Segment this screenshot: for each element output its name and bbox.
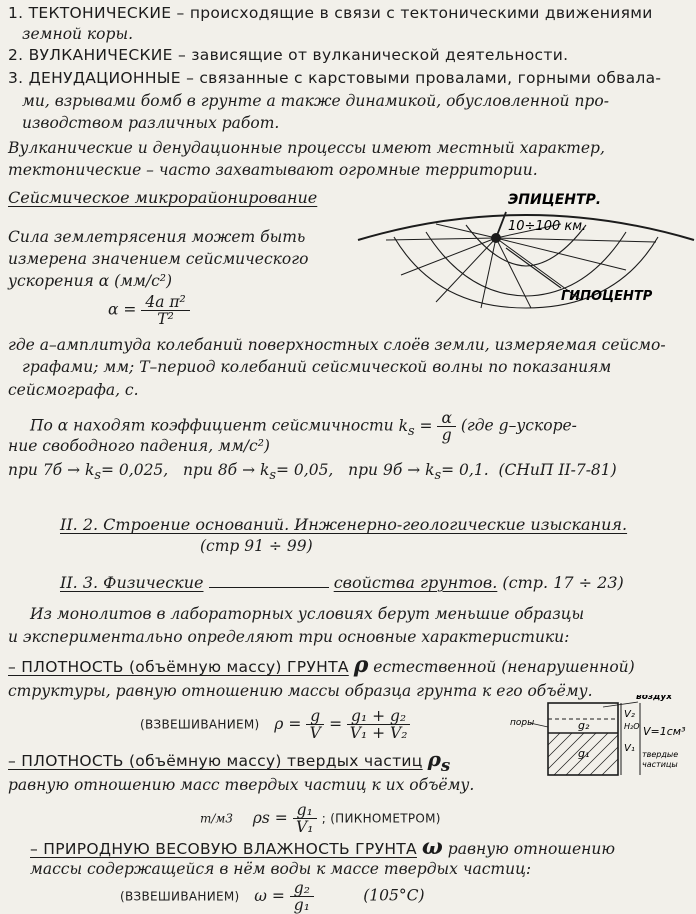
page-reference: (стр 91 ÷ 99) [200, 537, 313, 555]
rhos-lhs: ρs = [252, 808, 288, 827]
omega-fraction [290, 880, 314, 913]
section-heading: II. 2. Строение оснований. Инженерно-геологические изыскания. [60, 515, 628, 534]
hypocenter-label: ГИПОЦЕНТР [561, 289, 653, 304]
text-line: ние свободного падения, мм/с²) [8, 437, 270, 455]
ks-denominator: g [441, 426, 452, 444]
text-line: изводством различных работ. [22, 114, 280, 132]
alpha-numerator: 4a π² [141, 294, 189, 311]
sample-box [548, 703, 618, 775]
rhos-letter: ρ [427, 747, 441, 771]
text-line: где а–амплитуда колебаний поверхностных слоёв земли, измеряемая сейсмо- [8, 336, 666, 354]
solids-label-1: твердые [642, 750, 679, 759]
text-line: массы содержащейся в нём воды к массе твердых частиц: [30, 860, 532, 878]
pores-label: поры [510, 718, 535, 728]
density-note: естественной (ненарушенной) [373, 658, 635, 676]
omega-formula [254, 879, 319, 914]
air-label: воздух [636, 695, 673, 702]
text-line: равную отношению масс твердых частиц к их объёму. [8, 776, 475, 794]
heading-part: II. 3. Физические [60, 573, 204, 592]
g1-label: g₁ [578, 747, 590, 760]
rho-formula-line [140, 708, 410, 741]
text-line: 3. ДЕНУДАЦИОННЫЕ – связанные с карстовыми провалами, горными обвала- [8, 69, 662, 87]
rho-num-1: g [306, 708, 324, 725]
alpha-denominator: T² [157, 310, 174, 328]
moisture-title: – ПРИРОДНУЮ ВЕСОВУЮ ВЛАЖНОСТЬ ГРУНТА [30, 840, 417, 858]
alpha-formula [108, 294, 190, 327]
alpha-fraction [141, 294, 189, 327]
rhos-formula-line [200, 802, 441, 835]
text-line: 1. ТЕКТОНИЧЕСКИЕ – происходящие в связи с тектоническими движениями [8, 4, 653, 22]
rhos-formula [252, 801, 322, 836]
omega-den: g₁ [293, 896, 310, 914]
ks-value-8-label: при 8б → k [183, 461, 270, 479]
density-title: – ПЛОТНОСТЬ (объёмную массу) ГРУНТА [8, 658, 349, 676]
ks-formula: $k_s$ = $\frac{\alpha}{g}$ [399, 417, 461, 435]
rho-lhs: ρ = [274, 714, 302, 733]
omega-num: g₂ [290, 880, 314, 897]
ks-value-7: = 0,025, [101, 461, 169, 479]
ks-subscript: s [407, 423, 415, 439]
moisture-line [30, 834, 616, 860]
ks-intro: По α находят коэффициент сейсмичности [30, 416, 394, 435]
section-heading: Сейсмическое микрорайонирование [8, 188, 318, 207]
omega-formula-line [120, 880, 425, 913]
alpha-lhs: α = [108, 300, 137, 319]
solid-density-line [8, 747, 451, 775]
text-line: и экспериментально определяют три основные характеристики: [8, 628, 570, 646]
rhos-num: g₁ [293, 802, 317, 819]
temperature-note: (105°С) [363, 886, 425, 905]
rho-den-2: V₁ + V₂ [349, 724, 408, 742]
rhos-fraction [293, 802, 317, 835]
epicenter-label: ЭПИЦЕНТР. [508, 192, 602, 208]
depth-label: 10÷100 км. [508, 219, 587, 234]
rho-symbol: ρ [353, 652, 369, 678]
epicenter-diagram [356, 180, 696, 310]
method-label: (ВЗВЕШИВАНИЕМ) [140, 717, 260, 732]
g2-label: g₂ [578, 719, 590, 732]
text-line: тектонические – часто захватывают огромные территории. [8, 161, 538, 179]
section-heading [60, 574, 624, 592]
ks-fraction [437, 410, 455, 443]
text-line: земной коры. [22, 25, 133, 43]
ks-value-7-label: при 7б → k [8, 461, 95, 479]
ks-value-9-label: при 9б → k [348, 461, 435, 479]
ks-note: (где g–ускоре- [460, 416, 577, 435]
text-line: Сила землетрясения может быть [8, 228, 306, 246]
density-line [8, 652, 635, 678]
heading-part: свойства грунтов. [333, 573, 498, 592]
rho-den-1: V [309, 724, 321, 742]
total-volume-label: V=1см³ [643, 725, 686, 738]
v2-label: V₂ [624, 709, 635, 720]
text-line: 2. ВУЛКАНИЧЕСКИЕ – зависящие от вулканической деятельности. [8, 46, 569, 64]
snip-reference: (СНиП II-7-81) [498, 461, 617, 479]
text-line: структуры, равную отношению массы образца грунта к его объёму. [8, 682, 593, 700]
rho-num-2: g₁ + g₂ [347, 708, 410, 725]
rhos-symbol [427, 747, 451, 775]
ks-symbol: k [398, 416, 408, 435]
solids-label-2: частицы [642, 760, 678, 769]
rhos-sub: s [440, 755, 451, 775]
text-line: Из монолитов в лабораторных условиях берут меньшие образцы [30, 605, 585, 623]
soil-sample-diagram [508, 695, 696, 787]
omega-symbol: ω [421, 834, 443, 860]
ks-values-line: при $7б \to k_s= 0,025$, при $8б \to k_s= 0,05$, при $9б \to k_s= 0,1$. (СНиП II-7-81) [8, 461, 617, 484]
method-label: ; (ПИКНОМЕТРОМ) [321, 811, 441, 826]
rho-fraction-2 [347, 708, 410, 741]
text-line: ускорения α (мм/с²) [8, 272, 173, 290]
rho-formula: ρ = $\frac{g}{V}$ = $\frac{\text{g₁ + g₂}}{\text{V₁ + V₂}}$ [274, 715, 410, 733]
ks-value-9: = 0,1. [441, 461, 489, 479]
rho-fraction-1 [306, 708, 324, 741]
page-reference: (стр. 17 ÷ 23) [502, 573, 624, 592]
unit-label: т/м3 [200, 811, 234, 826]
text-line: Вулканические и денудационные процессы имеют местный характер, [8, 139, 605, 157]
solid-density-title: – ПЛОТНОСТЬ (объёмную массу) твердых частиц [8, 752, 423, 770]
text-line: сейсмографа, с. [8, 381, 139, 399]
ks-value-8: = 0,05, [276, 461, 334, 479]
method-label: (ВЗВЕШИВАНИЕМ) [120, 889, 240, 904]
ks-numerator: α [437, 410, 455, 427]
rhos-den: V₁ [296, 818, 314, 836]
omega-lhs: ω = [254, 886, 285, 905]
text-line: измерена значением сейсмического [8, 250, 309, 268]
moisture-note: равную отношению [447, 840, 616, 858]
text-line: ми, взрывами бомб в грунте а также динамикой, обусловленной про- [22, 92, 609, 110]
v1-label: V₁ [624, 743, 635, 754]
text-line: графами; мм; T–период колебаний сейсмической волны по показаниям [22, 358, 612, 376]
h2o-label: H₂O [624, 722, 640, 731]
